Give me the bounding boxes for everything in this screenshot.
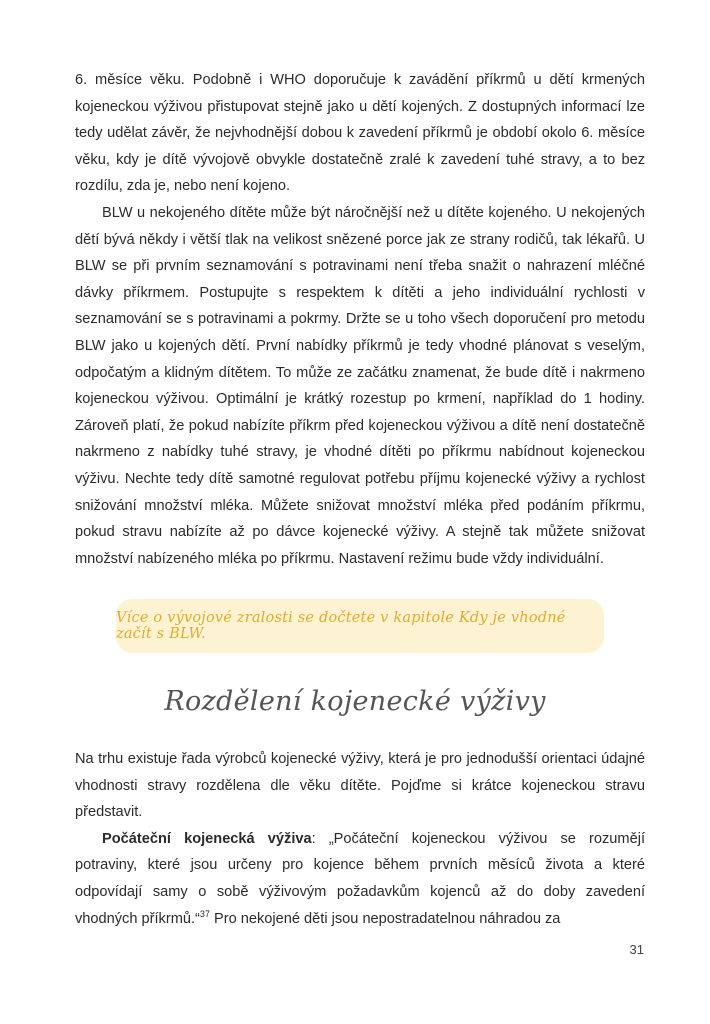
quote-text: : „Počáteční kojeneckou výživou se rozumějí potraviny, které jsou určeny pro kojence během prvních měsíců života a které odpovídají samy o sobě výživovým požadavkům kojenců až do doby zavedení vhodných příkrmů.“ [75, 830, 645, 927]
text-section-2 [75, 746, 645, 932]
tip-callout [116, 599, 604, 653]
footnote-ref[interactable]: 37 [199, 908, 210, 919]
callout-text: Více o vývojové zralosti se dočtete v kapitole Kdy je vhodné začít s BLW. [116, 610, 566, 642]
continuation-text: Pro nekojené děti jsou nepostradatelnou náhradou za [209, 910, 561, 927]
section-heading: Rozdělení kojenecké výživy [164, 686, 546, 717]
paragraph: Na trhu existuje řada výrobců kojenecké výživy, která je pro jednodušší orientaci údajné vhodnosti stravy rozdělena dle věku dítěte. Pojďme si krátce kojeneckou stravu představit. [75, 751, 645, 821]
text-section-1 [75, 67, 645, 572]
paragraph: 6. měsíce věku. Podobně i WHO doporučuje k zavádění příkrmů u dětí krmených kojeneckou výživou přistupovat stejně jako u dětí kojených. Z dostupných informací lze tedy udělat závěr, že nejvhodnější dobou k zavedení příkrmů je období okolo 6. měsíce věku, kdy je dítě vývojově obvykle dostatečně zralé k zavedení tuhé stravy, a to bez rozdílu, zda je, nebo není kojeno. [75, 72, 645, 195]
paragraph [75, 826, 645, 932]
page-number: 31 [629, 942, 644, 957]
term-bold: Počáteční kojenecká výživa [102, 830, 312, 847]
paragraph: BLW u nekojeného dítěte může být náročnější než u dítěte kojeného. U nekojených dětí bývá někdy i větší tlak na velikost snězené porce jak ze strany rodičů, tak lékařů. U BLW se při prvním seznamování s potravinami není třeba snažit o nahrazení mléčné dávky příkrmem. Postupujte s respektem k dítěti a jeho individuální rychlosti v seznamování se s potravinami a pokrmy. Držte se u toho všech doporučení pro metodu BLW jako u kojených dětí. První nabídky příkrmů je tedy vhodné plánovat s veselým, odpočatým a klidným dítětem. To může ze začátku znamenat, že bude dítě i nakrmeno kojeneckou výživou. Optimální je krátký rozestup po krmení, například do 1 hodiny. Zároveň platí, že pokud nabízíte příkrm před kojeneckou výživou a dítě není dostatečně nakrmeno z nabídky tuhé stravy, je vhodné dítěti po příkrmu nabídnout kojeneckou výživu. Nechte tedy dítě samotné regulovat potřebu příjmu kojenecké výživy a rychlost snižování množství mléka. Můžete snižovat množství mléka před podáním příkrmu, pokud stravu nabízíte až po dávce kojenecké výživy. A stejně tak můžete snižovat množství nabízeného mléka po příkrmu. Nastavení režimu bude vždy individuální. [75, 204, 645, 567]
